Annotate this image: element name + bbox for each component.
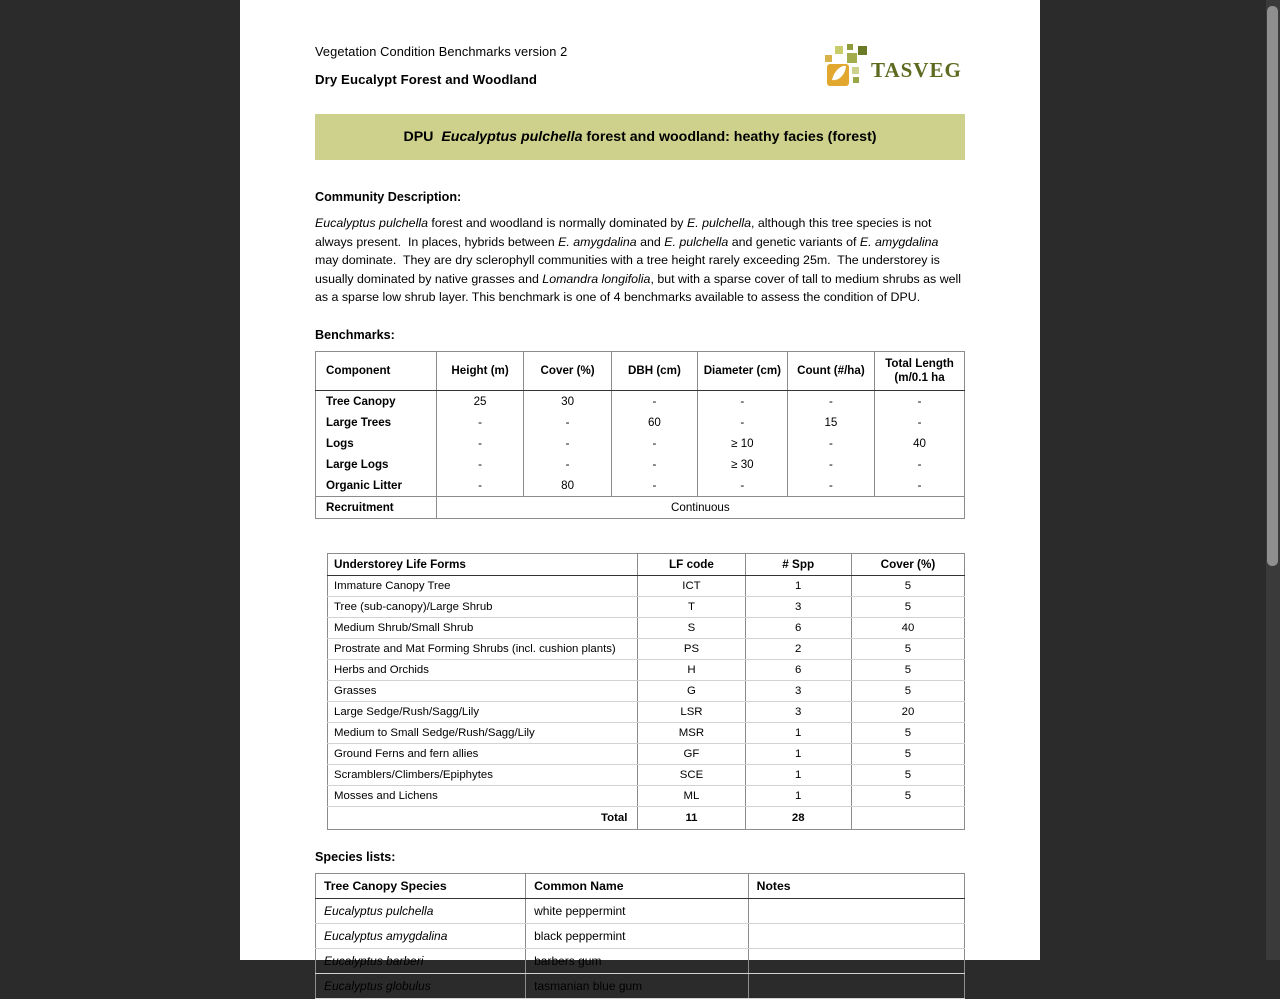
table-row-total: [328, 806, 965, 829]
document-version-line: Vegetation Condition Benchmarks version 2: [315, 44, 568, 59]
cell-common-name: white peppermint: [526, 898, 749, 923]
cell-life-form: Large Sedge/Rush/Sagg/Lily: [328, 701, 638, 722]
cell-cover: -: [524, 412, 611, 433]
table-row: [328, 722, 965, 743]
cell-life-form: Herbs and Orchids: [328, 659, 638, 680]
cell-life-form: Ground Ferns and fern allies: [328, 743, 638, 764]
col-cover-pct: Cover (%): [851, 553, 964, 575]
cell-diameter: ≥ 30: [698, 454, 788, 475]
cell-component: Organic Litter: [316, 475, 437, 497]
cell-cover: 5: [851, 575, 964, 596]
cell-diameter: -: [698, 475, 788, 497]
community-title-band: [315, 114, 965, 160]
col-total-length: Total Length (m/0.1 ha: [875, 351, 965, 390]
cell-component: Large Logs: [316, 454, 437, 475]
cell-lf-code: ICT: [638, 575, 745, 596]
tree-canopy-species-table: [315, 873, 965, 999]
cell-scientific-name: Eucalyptus amygdalina: [316, 923, 526, 948]
cell-count: 15: [787, 412, 874, 433]
table-row: [316, 948, 965, 973]
cell-count: -: [787, 475, 874, 497]
cell-total-blank: [851, 806, 964, 829]
table-row: [316, 412, 965, 433]
table-row: [328, 617, 965, 638]
cell-cover: 5: [851, 638, 964, 659]
cell-lf-code: LSR: [638, 701, 745, 722]
col-dbh: DBH (cm): [611, 351, 697, 390]
table-row: [328, 596, 965, 617]
cell-cover: 40: [851, 617, 964, 638]
vertical-scrollbar[interactable]: [1266, 0, 1280, 960]
community-description-text: Eucalyptus pulchella forest and woodland is normally dominated by E. pulchella, although this tree species is not always present. In places, hybrids between E. amygdalina and E. pulchella and genetic variants of E. amygdalina may dominate. They are dry sclerophyll communities with a tree height rarely exceeding 25m. The understorey is usually dominated by native grasses and Lomandra longifolia, but with a sparse cover of tall to medium shrubs as well as a sparse low shrub layer. This benchmark is one of 4 benchmarks available to assess the condition of DPU.: [315, 216, 962, 305]
cell-height: -: [436, 412, 524, 433]
cell-cover: 5: [851, 596, 964, 617]
col-tree-canopy-species: Tree Canopy Species: [316, 873, 526, 898]
table-row: [316, 923, 965, 948]
cell-lf-code: GF: [638, 743, 745, 764]
col-notes: Notes: [748, 873, 964, 898]
page-content: [315, 44, 965, 999]
cell-cover: 80: [524, 475, 611, 497]
species-lists-heading: Species lists:: [315, 849, 396, 864]
col-lf-code: LF code: [638, 553, 745, 575]
cell-notes: [748, 948, 964, 973]
cell-spp: 1: [745, 785, 851, 806]
cell-common-name: barbers gum: [526, 948, 749, 973]
cell-cover: 20: [851, 701, 964, 722]
cell-common-name: tasmanian blue gum: [526, 973, 749, 998]
cell-count: -: [787, 390, 874, 412]
col-common-name: Common Name: [526, 873, 749, 898]
cell-scientific-name: Eucalyptus globulus: [316, 973, 526, 998]
cell-spp: 1: [745, 575, 851, 596]
cell-lf-code: G: [638, 680, 745, 701]
svg-text:TASVEG: TASVEG: [871, 58, 962, 82]
cell-height: 25: [436, 390, 524, 412]
cell-height: -: [436, 475, 524, 497]
cell-dbh: -: [611, 454, 697, 475]
cell-cover: 5: [851, 659, 964, 680]
cell-spp: 3: [745, 680, 851, 701]
cell-component: Large Trees: [316, 412, 437, 433]
cell-spp: 3: [745, 701, 851, 722]
cell-length: 40: [913, 436, 926, 450]
cell-notes: [748, 973, 964, 998]
cell-total-spp: 28: [745, 806, 851, 829]
tasveg-logo: [825, 44, 965, 89]
table-row: [328, 575, 965, 596]
cell-life-form: Scramblers/Climbers/Epiphytes: [328, 764, 638, 785]
cell-common-name: black peppermint: [526, 923, 749, 948]
cell-scientific-name: Eucalyptus pulchella: [316, 898, 526, 923]
cell-total-code: 11: [638, 806, 745, 829]
cell-cover: 5: [851, 743, 964, 764]
cell-count: -: [787, 433, 874, 454]
cell-life-form: Prostrate and Mat Forming Shrubs (incl. cushion plants): [328, 638, 638, 659]
table-row: [328, 638, 965, 659]
cell-dbh: -: [611, 390, 697, 412]
table-row: [328, 701, 965, 722]
cell-dbh: 60: [611, 412, 697, 433]
col-height: Height (m): [436, 351, 524, 390]
table-row: [328, 659, 965, 680]
table-row: [328, 785, 965, 806]
cell-lf-code: PS: [638, 638, 745, 659]
cell-spp: 2: [745, 638, 851, 659]
col-cover: Cover (%): [524, 351, 611, 390]
document-subtitle: Dry Eucalypt Forest and Woodland: [315, 72, 538, 87]
cell-life-form: Immature Canopy Tree: [328, 575, 638, 596]
community-description-heading: Community Description:: [315, 190, 462, 204]
cell-lf-code: T: [638, 596, 745, 617]
benchmarks-heading: Benchmarks:: [315, 327, 395, 342]
cell-dbh: -: [611, 475, 697, 497]
document-page: [240, 0, 1040, 993]
cell-diameter: -: [698, 390, 788, 412]
cell-cover: 5: [851, 785, 964, 806]
table-row: [316, 475, 965, 497]
cell-cover: -: [524, 433, 611, 454]
col-num-spp: # Spp: [745, 553, 851, 575]
cell-spp: 6: [745, 659, 851, 680]
cell-life-form: Tree (sub-canopy)/Large Shrub: [328, 596, 638, 617]
cell-cover: -: [524, 454, 611, 475]
cell-component: Logs: [316, 433, 437, 454]
cell-life-form: Medium Shrub/Small Shrub: [328, 617, 638, 638]
cell-component: Tree Canopy: [316, 390, 437, 412]
cell-dbh: -: [611, 433, 697, 454]
cell-scientific-name: Eucalyptus barberi: [316, 948, 526, 973]
table-header-row: [328, 553, 965, 575]
cell-length: -: [917, 478, 922, 492]
cell-notes: [748, 923, 964, 948]
table-row-recruitment: [316, 496, 965, 518]
table-row: [316, 898, 965, 923]
community-code: DPU: [403, 129, 434, 145]
table-header-row: [316, 351, 965, 390]
cell-spp: 6: [745, 617, 851, 638]
col-understorey-life-forms: Understorey Life Forms: [328, 553, 638, 575]
cell-total-label: Total: [328, 806, 638, 829]
cell-recruitment-label: Recruitment: [316, 496, 437, 518]
table-row: [316, 454, 965, 475]
cell-cover: 5: [851, 722, 964, 743]
cell-diameter: ≥ 10: [698, 433, 788, 454]
cell-height: -: [436, 454, 524, 475]
col-component: Component: [316, 351, 437, 390]
cell-life-form: Grasses: [328, 680, 638, 701]
cell-life-form: Mosses and Lichens: [328, 785, 638, 806]
cell-count: -: [787, 454, 874, 475]
community-title-rest: forest and woodland: heathy facies (forest): [586, 129, 877, 145]
table-row: [328, 743, 965, 764]
cell-lf-code: SCE: [638, 764, 745, 785]
cell-length: -: [917, 457, 922, 471]
cell-length: -: [917, 394, 922, 408]
col-diameter: Diameter (cm): [698, 351, 788, 390]
cell-spp: 3: [745, 596, 851, 617]
cell-lf-code: S: [638, 617, 745, 638]
table-row: [316, 390, 965, 412]
table-row: [328, 764, 965, 785]
cell-spp: 1: [745, 764, 851, 785]
cell-spp: 1: [745, 743, 851, 764]
table-row: [316, 433, 965, 454]
cell-cover: 30: [524, 390, 611, 412]
cell-lf-code: H: [638, 659, 745, 680]
table-header-row: [316, 873, 965, 898]
community-title-text: [403, 129, 876, 145]
cell-spp: 1: [745, 722, 851, 743]
cell-lf-code: MSR: [638, 722, 745, 743]
understorey-life-forms-table: [327, 553, 965, 830]
cell-notes: [748, 898, 964, 923]
cell-recruitment-value: Continuous: [436, 496, 964, 518]
table-row: [316, 973, 965, 998]
cell-height: -: [436, 433, 524, 454]
col-count: Count (#/ha): [787, 351, 874, 390]
cell-length: -: [917, 415, 922, 429]
cell-cover: 5: [851, 680, 964, 701]
community-species: Eucalyptus pulchella: [441, 129, 583, 145]
benchmarks-table: [315, 351, 965, 519]
cell-lf-code: ML: [638, 785, 745, 806]
cell-diameter: -: [698, 412, 788, 433]
cell-cover: 5: [851, 764, 964, 785]
table-row: [328, 680, 965, 701]
cell-life-form: Medium to Small Sedge/Rush/Sagg/Lily: [328, 722, 638, 743]
scrollbar-thumb[interactable]: [1267, 6, 1278, 566]
